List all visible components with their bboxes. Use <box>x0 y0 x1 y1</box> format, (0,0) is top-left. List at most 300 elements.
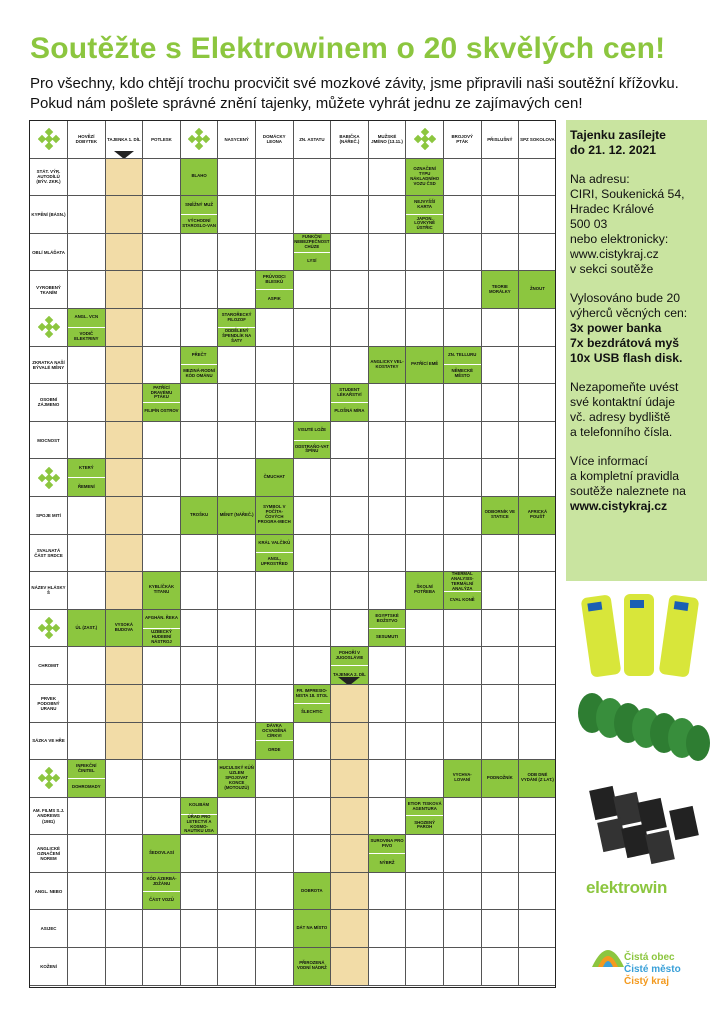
clue-cell-split <box>68 760 106 798</box>
answer-cell[interactable] <box>181 535 219 573</box>
answer-cell[interactable] <box>482 159 520 197</box>
answer-cell[interactable] <box>369 760 407 798</box>
secret-answer-cell[interactable] <box>106 723 144 761</box>
answer-cell[interactable] <box>68 835 106 873</box>
diamond-icon <box>30 121 68 159</box>
answer-cell[interactable] <box>68 159 106 197</box>
secret-answer-cell[interactable] <box>106 572 144 610</box>
answer-cell[interactable] <box>519 459 556 497</box>
column-clue: NASYCENÝ <box>218 121 256 159</box>
answer-cell[interactable] <box>218 422 256 460</box>
clue-cell-split <box>331 384 369 422</box>
answer-cell[interactable] <box>68 384 106 422</box>
answer-cell[interactable] <box>444 422 482 460</box>
clue-text: FILIPÍN OSTROV <box>143 403 180 421</box>
answer-cell[interactable] <box>406 910 444 948</box>
row-clue: AM. FILMS S.J. ANDREWS (1981) <box>30 798 68 836</box>
answer-cell[interactable] <box>68 948 106 986</box>
answer-cell[interactable] <box>143 948 181 986</box>
answer-cell[interactable] <box>294 647 332 685</box>
answer-cell[interactable] <box>406 422 444 460</box>
answer-cell[interactable] <box>444 384 482 422</box>
answer-cell[interactable] <box>256 798 294 836</box>
answer-cell[interactable] <box>143 196 181 234</box>
address-link[interactable]: www.cistykraj.cz <box>570 247 659 261</box>
answer-cell[interactable] <box>218 835 256 873</box>
clue-cell-split <box>68 309 106 347</box>
answer-cell[interactable] <box>482 234 520 272</box>
answer-cell[interactable] <box>106 948 144 986</box>
answer-cell[interactable] <box>68 196 106 234</box>
answer-cell[interactable] <box>519 384 556 422</box>
row-clue: SÁZKA VE HŘE <box>30 723 68 761</box>
answer-cell[interactable] <box>406 723 444 761</box>
answer-cell[interactable] <box>143 159 181 197</box>
secret-answer-cell[interactable] <box>331 685 369 723</box>
answer-cell[interactable] <box>369 873 407 911</box>
clue-cell: BLAHO <box>181 159 219 197</box>
answer-cell[interactable] <box>68 873 106 911</box>
answer-cell[interactable] <box>256 685 294 723</box>
secret-answer-cell[interactable] <box>331 873 369 911</box>
clue-cell: ŽNOUT <box>519 271 556 309</box>
answer-cell[interactable] <box>143 497 181 535</box>
answer-cell[interactable] <box>331 196 369 234</box>
answer-cell[interactable] <box>68 572 106 610</box>
answer-cell[interactable] <box>406 535 444 573</box>
clue-text: ORDE <box>256 741 293 759</box>
answer-cell[interactable] <box>256 647 294 685</box>
answer-cell[interactable] <box>68 234 106 272</box>
answer-cell[interactable] <box>256 572 294 610</box>
answer-cell[interactable] <box>444 835 482 873</box>
secret-answer-cell[interactable] <box>331 910 369 948</box>
answer-cell[interactable] <box>143 422 181 460</box>
answer-cell[interactable] <box>519 159 556 197</box>
answer-cell[interactable] <box>369 234 407 272</box>
answer-cell[interactable] <box>106 760 144 798</box>
answer-cell[interactable] <box>406 459 444 497</box>
answer-cell[interactable] <box>218 535 256 573</box>
answer-cell[interactable] <box>519 948 556 986</box>
answer-cell[interactable] <box>369 271 407 309</box>
secret-answer-cell[interactable] <box>106 271 144 309</box>
answer-cell[interactable] <box>519 610 556 648</box>
clue-text: UZBECKÝ HUDEBNÍ NÁSTROJ <box>143 629 180 647</box>
answer-cell[interactable] <box>181 309 219 347</box>
answer-cell[interactable] <box>256 760 294 798</box>
clue-cell: ŠKOLNÍ POTŘEBA <box>406 572 444 610</box>
answer-cell[interactable] <box>294 535 332 573</box>
clue-text: EGYPTSKÉ BOŽSTVO <box>369 610 406 629</box>
answer-cell[interactable] <box>68 497 106 535</box>
answer-cell[interactable] <box>369 798 407 836</box>
answer-cell[interactable] <box>482 685 520 723</box>
page-title: Soutěžte s Elektrowinem o 20 skvělých cen! <box>30 32 666 65</box>
answer-cell[interactable] <box>331 535 369 573</box>
answer-cell[interactable] <box>68 347 106 385</box>
answer-cell[interactable] <box>218 459 256 497</box>
answer-cell[interactable] <box>444 497 482 535</box>
answer-cell[interactable] <box>294 798 332 836</box>
answer-cell[interactable] <box>519 685 556 723</box>
clue-cell: VYSOKÁ BUDOVA <box>106 610 144 648</box>
clue-text: KÓD ÁZERBÁ-JDŽÁNU <box>143 873 180 892</box>
clue-cell-split <box>181 798 219 836</box>
clue-text: ČÁST VOZŮ <box>143 892 180 910</box>
answer-cell[interactable] <box>519 196 556 234</box>
answer-cell[interactable] <box>519 723 556 761</box>
answer-cell[interactable] <box>406 873 444 911</box>
secret-answer-cell[interactable] <box>106 685 144 723</box>
clue-text: ODSTRAŇO-VAT ŠPÍNU <box>294 441 331 459</box>
answer-cell[interactable] <box>369 647 407 685</box>
answer-cell[interactable] <box>68 647 106 685</box>
clue-cell-split <box>444 572 482 610</box>
answer-cell[interactable] <box>68 422 106 460</box>
answer-cell[interactable] <box>218 347 256 385</box>
answer-cell[interactable] <box>369 422 407 460</box>
clue-cell: MĚNIT (NÁŘEČ.) <box>218 497 256 535</box>
answer-cell[interactable] <box>218 572 256 610</box>
answer-cell[interactable] <box>482 535 520 573</box>
answer-cell[interactable] <box>143 459 181 497</box>
intro-line-2: Pokud nám pošlete správné znění tajenky, můžete vyhrát jednu ze zajímavých cen! <box>30 95 583 112</box>
answer-cell[interactable] <box>218 948 256 986</box>
more-info-block <box>570 454 703 514</box>
answer-cell[interactable] <box>256 422 294 460</box>
answer-cell[interactable] <box>331 271 369 309</box>
answer-cell[interactable] <box>369 497 407 535</box>
answer-cell[interactable] <box>519 535 556 573</box>
clue-cell: ODB DNÉ VYDÁNÍ (Z LAT.) <box>519 760 556 798</box>
cisty-kraj-logo <box>584 925 714 995</box>
clue-cell-split <box>143 610 181 648</box>
answer-cell[interactable] <box>331 459 369 497</box>
answer-cell[interactable] <box>369 159 407 197</box>
answer-cell[interactable] <box>294 309 332 347</box>
answer-cell[interactable] <box>294 159 332 197</box>
answer-cell[interactable] <box>218 610 256 648</box>
answer-cell[interactable] <box>181 723 219 761</box>
answer-cell[interactable] <box>294 760 332 798</box>
answer-cell[interactable] <box>256 309 294 347</box>
answer-cell[interactable] <box>369 948 407 986</box>
answer-cell[interactable] <box>482 196 520 234</box>
answer-cell[interactable] <box>181 647 219 685</box>
answer-cell[interactable] <box>256 948 294 986</box>
answer-cell[interactable] <box>181 948 219 986</box>
secret-answer-cell[interactable] <box>106 347 144 385</box>
clue-cell-split <box>369 610 407 648</box>
answer-cell[interactable] <box>444 685 482 723</box>
secret-answer-cell[interactable] <box>106 647 144 685</box>
answer-cell[interactable] <box>68 685 106 723</box>
answer-cell[interactable] <box>482 873 520 911</box>
answer-cell[interactable] <box>482 422 520 460</box>
answer-cell[interactable] <box>294 384 332 422</box>
answer-cell[interactable] <box>444 873 482 911</box>
answer-cell[interactable] <box>331 347 369 385</box>
answer-cell[interactable] <box>482 610 520 648</box>
clue-text: PŘEČT <box>181 347 218 366</box>
answer-cell[interactable] <box>482 459 520 497</box>
answer-cell[interactable] <box>106 835 144 873</box>
answer-cell[interactable] <box>331 234 369 272</box>
answer-cell[interactable] <box>369 572 407 610</box>
answer-cell[interactable] <box>406 647 444 685</box>
answer-cell[interactable] <box>406 835 444 873</box>
secret-answer-cell[interactable] <box>331 798 369 836</box>
answer-cell[interactable] <box>256 610 294 648</box>
answer-cell[interactable] <box>256 835 294 873</box>
answer-cell[interactable] <box>482 948 520 986</box>
clue-cell: ÚL (ZAST.) <box>68 610 106 648</box>
answer-cell[interactable] <box>181 459 219 497</box>
answer-cell[interactable] <box>218 159 256 197</box>
clue-cell-split <box>181 196 219 234</box>
answer-cell[interactable] <box>68 798 106 836</box>
answer-cell[interactable] <box>519 910 556 948</box>
answer-cell[interactable] <box>181 685 219 723</box>
answer-cell[interactable] <box>218 384 256 422</box>
answer-cell[interactable] <box>294 572 332 610</box>
answer-cell[interactable] <box>369 723 407 761</box>
secret-answer-cell[interactable] <box>106 234 144 272</box>
clue-text: SNĚŽNÝ MUŽ <box>181 196 218 215</box>
answer-cell[interactable] <box>218 234 256 272</box>
answer-cell[interactable] <box>294 196 332 234</box>
answer-cell[interactable] <box>444 910 482 948</box>
answer-cell[interactable] <box>482 835 520 873</box>
clue-cell: ČMUCHAT <box>256 459 294 497</box>
answer-cell[interactable] <box>444 271 482 309</box>
clue-text: CVAL KONĚ <box>444 592 481 608</box>
answer-cell[interactable] <box>181 422 219 460</box>
answer-cell[interactable] <box>256 873 294 911</box>
answer-cell[interactable] <box>218 873 256 911</box>
clue-text: DOHROMADY <box>68 779 105 797</box>
answer-cell[interactable] <box>181 572 219 610</box>
answer-cell[interactable] <box>369 196 407 234</box>
answer-cell[interactable] <box>406 948 444 986</box>
answer-cell[interactable] <box>482 347 520 385</box>
answer-cell[interactable] <box>143 309 181 347</box>
row-clue: CHROMIT <box>30 647 68 685</box>
answer-cell[interactable] <box>406 760 444 798</box>
clue-cell-split <box>256 723 294 761</box>
answer-cell[interactable] <box>294 835 332 873</box>
address-line: Hradec Králové <box>570 202 654 216</box>
answer-cell[interactable] <box>369 309 407 347</box>
answer-cell[interactable] <box>406 610 444 648</box>
answer-cell[interactable] <box>369 384 407 422</box>
answer-cell[interactable] <box>444 459 482 497</box>
secret-answer-cell[interactable] <box>106 309 144 347</box>
answer-cell[interactable] <box>444 647 482 685</box>
answer-cell[interactable] <box>218 798 256 836</box>
answer-cell[interactable] <box>482 910 520 948</box>
answer-cell[interactable] <box>294 610 332 648</box>
answer-cell[interactable] <box>143 910 181 948</box>
answer-cell[interactable] <box>181 760 219 798</box>
answer-cell[interactable] <box>406 685 444 723</box>
answer-cell[interactable] <box>482 384 520 422</box>
answer-cell[interactable] <box>143 685 181 723</box>
website-link[interactable]: www.cistykraj.cz <box>570 499 668 513</box>
answer-cell[interactable] <box>519 647 556 685</box>
answer-cell[interactable] <box>294 271 332 309</box>
answer-cell[interactable] <box>331 309 369 347</box>
answer-cell[interactable] <box>482 572 520 610</box>
secret-answer-cell[interactable] <box>331 835 369 873</box>
row-clue: ZKRATKA NAŠÍ BÝVALÉ MĚNY <box>30 347 68 385</box>
secret-answer-cell[interactable] <box>331 723 369 761</box>
answer-cell[interactable] <box>519 234 556 272</box>
row-clue: KOŽENÍ <box>30 948 68 986</box>
answer-cell[interactable] <box>256 234 294 272</box>
answer-cell[interactable] <box>68 535 106 573</box>
answer-cell[interactable] <box>143 723 181 761</box>
answer-cell[interactable] <box>444 196 482 234</box>
answer-cell[interactable] <box>256 196 294 234</box>
answer-cell[interactable] <box>143 798 181 836</box>
answer-cell[interactable] <box>406 497 444 535</box>
answer-cell[interactable] <box>444 610 482 648</box>
answer-cell[interactable] <box>143 234 181 272</box>
answer-cell[interactable] <box>406 234 444 272</box>
answer-cell[interactable] <box>143 647 181 685</box>
answer-cell[interactable] <box>181 910 219 948</box>
answer-cell[interactable] <box>369 535 407 573</box>
secret-answer-cell[interactable] <box>331 760 369 798</box>
answer-cell[interactable] <box>444 309 482 347</box>
answer-cell[interactable] <box>519 309 556 347</box>
answer-cell[interactable] <box>68 271 106 309</box>
answer-cell[interactable] <box>331 610 369 648</box>
elektrowin-logo-text: elektrowin <box>586 878 668 897</box>
row-clue: OSOBNÍ ZÁJMENO <box>30 384 68 422</box>
contact-line: vč. adresy bydliště <box>570 410 671 424</box>
answer-cell[interactable] <box>256 347 294 385</box>
answer-cell[interactable] <box>482 798 520 836</box>
secret-answer-cell[interactable] <box>106 535 144 573</box>
deadline-block <box>570 128 703 158</box>
answer-cell[interactable] <box>406 271 444 309</box>
answer-cell[interactable] <box>218 271 256 309</box>
row-clue: PRVEK PODOBNÝ URANU <box>30 685 68 723</box>
clue-cell-split <box>256 535 294 573</box>
clue-text: ANGL. VCN <box>68 309 105 328</box>
clue-text: FUNKČNÍ NEBEZPEČNOST CHŮZE <box>294 234 331 253</box>
answer-cell[interactable] <box>294 723 332 761</box>
answer-cell[interactable] <box>369 685 407 723</box>
answer-cell[interactable] <box>444 234 482 272</box>
address-block <box>570 172 703 277</box>
answer-cell[interactable] <box>256 384 294 422</box>
answer-cell[interactable] <box>143 347 181 385</box>
answer-cell[interactable] <box>294 497 332 535</box>
secret-answer-cell[interactable] <box>106 459 144 497</box>
answer-cell[interactable] <box>218 910 256 948</box>
clue-text: POHOŘÍ V JUGOSLÁVIE <box>331 647 368 666</box>
answer-cell[interactable] <box>444 535 482 573</box>
answer-cell[interactable] <box>519 347 556 385</box>
answer-cell[interactable] <box>106 910 144 948</box>
secret-answer-cell[interactable] <box>331 948 369 986</box>
answer-cell[interactable] <box>68 910 106 948</box>
clue-cell-split <box>369 835 407 873</box>
answer-cell[interactable] <box>444 948 482 986</box>
answer-cell[interactable] <box>369 459 407 497</box>
answer-cell[interactable] <box>406 384 444 422</box>
answer-cell[interactable] <box>181 271 219 309</box>
secret-answer-cell[interactable] <box>106 422 144 460</box>
answer-cell[interactable] <box>444 159 482 197</box>
answer-cell[interactable] <box>482 723 520 761</box>
answer-cell[interactable] <box>181 873 219 911</box>
clue-text: STUDENT LÉKAŘSTVÍ <box>331 384 368 403</box>
answer-cell[interactable] <box>181 610 219 648</box>
info-sidebar <box>566 120 707 581</box>
clue-text: PLOŠNÁ MÍRA <box>331 403 368 421</box>
answer-cell[interactable] <box>519 422 556 460</box>
answer-cell[interactable] <box>218 685 256 723</box>
answer-cell[interactable] <box>331 497 369 535</box>
answer-cell[interactable] <box>106 873 144 911</box>
answer-cell[interactable] <box>444 798 482 836</box>
answer-cell[interactable] <box>181 384 219 422</box>
answer-cell[interactable] <box>331 572 369 610</box>
answer-cell[interactable] <box>218 723 256 761</box>
answer-cell[interactable] <box>331 159 369 197</box>
clue-cell-split <box>256 271 294 309</box>
answer-cell[interactable] <box>106 798 144 836</box>
answer-cell[interactable] <box>68 723 106 761</box>
secret-answer-cell[interactable] <box>106 497 144 535</box>
answer-cell[interactable] <box>444 723 482 761</box>
diamond-icon <box>30 610 68 648</box>
answer-cell[interactable] <box>519 572 556 610</box>
answer-cell[interactable] <box>256 910 294 948</box>
answer-cell[interactable] <box>482 309 520 347</box>
answer-cell[interactable] <box>294 459 332 497</box>
secret-answer-cell[interactable] <box>106 159 144 197</box>
answer-cell[interactable] <box>218 647 256 685</box>
row-clue: VYROBENÝ TKANÍM <box>30 271 68 309</box>
secret-answer-cell[interactable] <box>106 196 144 234</box>
secret-answer-cell[interactable] <box>106 384 144 422</box>
answer-cell[interactable] <box>143 760 181 798</box>
answer-cell[interactable] <box>143 271 181 309</box>
clue-text: VÝCHODNÍ STAROSLO-VAN <box>181 215 218 233</box>
answer-cell[interactable] <box>256 159 294 197</box>
answer-cell[interactable] <box>331 422 369 460</box>
answer-cell[interactable] <box>218 196 256 234</box>
answer-cell[interactable] <box>519 873 556 911</box>
answer-cell[interactable] <box>369 910 407 948</box>
cisty-line-kraj: Čistý kraj <box>624 976 670 987</box>
row-clue: KYPĚNÍ (BÁSN.) <box>30 196 68 234</box>
answer-cell[interactable] <box>294 347 332 385</box>
answer-cell[interactable] <box>181 835 219 873</box>
answer-cell[interactable] <box>519 798 556 836</box>
answer-cell[interactable] <box>406 309 444 347</box>
answer-cell[interactable] <box>482 647 520 685</box>
answer-cell[interactable] <box>519 835 556 873</box>
answer-cell[interactable] <box>181 234 219 272</box>
answer-cell[interactable] <box>143 535 181 573</box>
